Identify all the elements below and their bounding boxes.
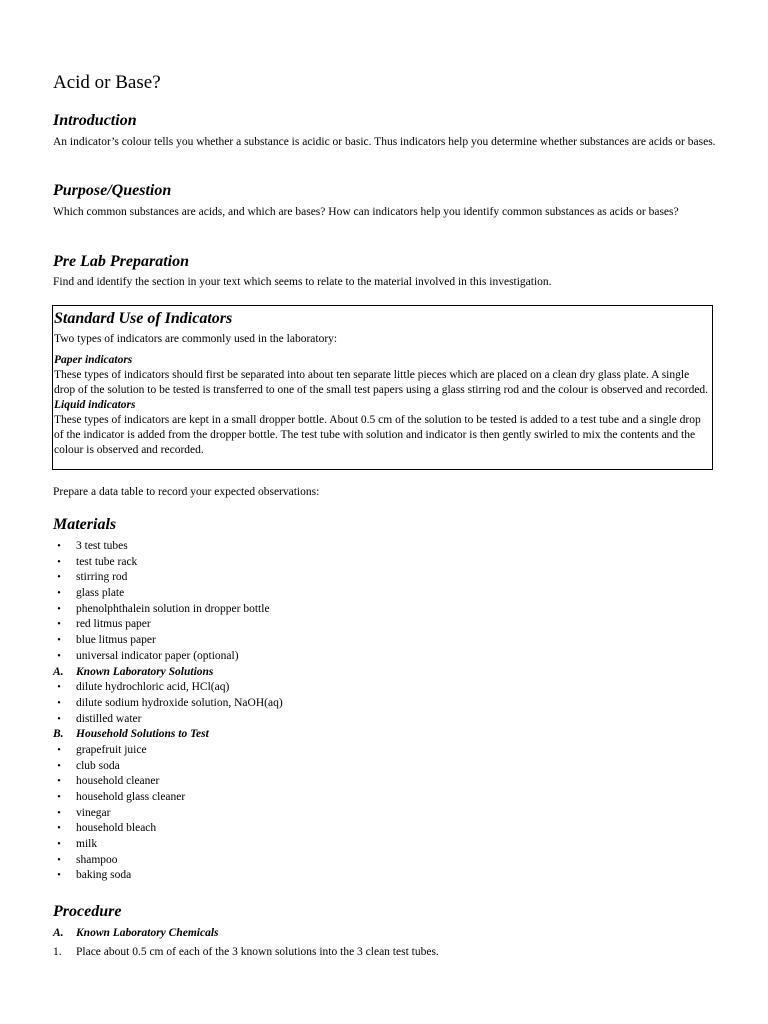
list-item: • dilute sodium hydroxide solution, NaOH(aq) bbox=[53, 696, 713, 712]
list-item: • milk bbox=[53, 837, 713, 853]
bullet-icon: • bbox=[57, 635, 61, 647]
list-item: • phenolphthalein solution in dropper bottle bbox=[53, 602, 713, 618]
indicators-box bbox=[52, 305, 713, 470]
list-item: • stirring rod bbox=[53, 570, 713, 586]
bullet-icon: • bbox=[57, 697, 61, 709]
list-item: • distilled water bbox=[53, 712, 713, 728]
bullet-icon: • bbox=[57, 619, 61, 631]
materials-list bbox=[53, 539, 713, 884]
list-item: • household bleach bbox=[53, 821, 713, 837]
data-table-note: Prepare a data table to record your expected observations: bbox=[53, 486, 320, 498]
prelab-heading: Pre Lab Preparation bbox=[53, 253, 189, 270]
list-item: • household glass cleaner bbox=[53, 790, 713, 806]
list-item: • vinegar bbox=[53, 806, 713, 822]
list-item: • test tube rack bbox=[53, 555, 713, 571]
bullet-icon: • bbox=[57, 854, 61, 866]
list-item: • universal indicator paper (optional) bbox=[53, 649, 713, 665]
bullet-icon: • bbox=[57, 556, 61, 568]
bullet-icon: • bbox=[57, 839, 61, 851]
list-item: • household cleaner bbox=[53, 774, 713, 790]
list-item: • 3 test tubes bbox=[53, 539, 713, 555]
materials-section-b: B. Household Solutions to Test bbox=[53, 728, 209, 741]
bullet-icon: • bbox=[57, 807, 61, 819]
introduction-text: An indicator’s colour tells you whether a substance is acidic or basic. Thus indicators help you determine whether substances are acids or bases. bbox=[53, 136, 716, 148]
procedure-section-a: A. Known Laboratory Chemicals bbox=[53, 927, 219, 939]
bullet-icon: • bbox=[57, 682, 61, 694]
list-item: • blue litmus paper bbox=[53, 633, 713, 649]
bullet-icon: • bbox=[57, 792, 61, 803]
procedure-step: 1. Place about 0.5 cm of each of the 3 known solutions into the 3 clean test tubes. bbox=[53, 946, 439, 958]
bullet-icon: • bbox=[57, 713, 61, 725]
list-item: • glass plate bbox=[53, 586, 713, 602]
procedure-heading: Procedure bbox=[53, 903, 122, 920]
list-item: • dilute hydrochloric acid, HCl(aq) bbox=[53, 680, 713, 696]
bullet-icon: • bbox=[57, 744, 61, 756]
bullet-icon: • bbox=[57, 870, 61, 882]
bullet-icon: • bbox=[57, 776, 61, 788]
page-title: Acid or Base? bbox=[53, 72, 161, 93]
list-item: • baking soda bbox=[53, 868, 713, 884]
purpose-text: Which common substances are acids, and which are bases? How can indicators help you identify common substances as acids or bases? bbox=[53, 206, 679, 218]
bullet-icon: • bbox=[57, 823, 61, 835]
list-item: • grapefruit juice bbox=[53, 743, 713, 759]
bullet-icon: • bbox=[57, 650, 61, 662]
introduction-heading: Introduction bbox=[53, 112, 137, 129]
bullet-icon: • bbox=[57, 603, 61, 615]
list-item: • red litmus paper bbox=[53, 617, 713, 633]
list-item: • club soda bbox=[53, 759, 713, 775]
prelab-text: Find and identify the section in your text which seems to relate to the material involved in this investigation. bbox=[53, 276, 552, 288]
procedure-list bbox=[53, 925, 713, 960]
materials-section-a: A. Known Laboratory Solutions bbox=[53, 665, 214, 678]
paper-indicators-label: Paper indicators bbox=[54, 354, 133, 366]
bullet-icon: • bbox=[57, 572, 61, 584]
indicators-heading: Standard Use of Indicators bbox=[54, 310, 233, 327]
purpose-heading: Purpose/Question bbox=[53, 182, 172, 199]
liquid-indicators-text: These types of indicators are kept in a small dropper bottle. About 0.5 cm of the solution to be tested is added to a test tube and a single drop of the indicator is added from the dropper bottle. The test tube with solution and indicator is then gently swirled to mix the contents and the colour is observed and recorded. bbox=[54, 414, 701, 456]
liquid-indicators-label: Liquid indicators bbox=[54, 399, 136, 411]
paper-indicators-text: These types of indicators should first be separated into about ten separate little pieces which are placed on a clean dry glass plate. A single drop of the solution to be tested is transferred to one of the small test papers using a glass stirring rod and the colour is observed and recorded. bbox=[54, 369, 709, 396]
list-item: • shampoo bbox=[53, 853, 713, 869]
bullet-icon: • bbox=[57, 541, 61, 552]
materials-heading: Materials bbox=[53, 516, 117, 533]
indicators-intro: Two types of indicators are commonly used in the laboratory: bbox=[54, 333, 338, 345]
bullet-icon: • bbox=[57, 588, 61, 600]
bullet-icon: • bbox=[57, 760, 61, 772]
